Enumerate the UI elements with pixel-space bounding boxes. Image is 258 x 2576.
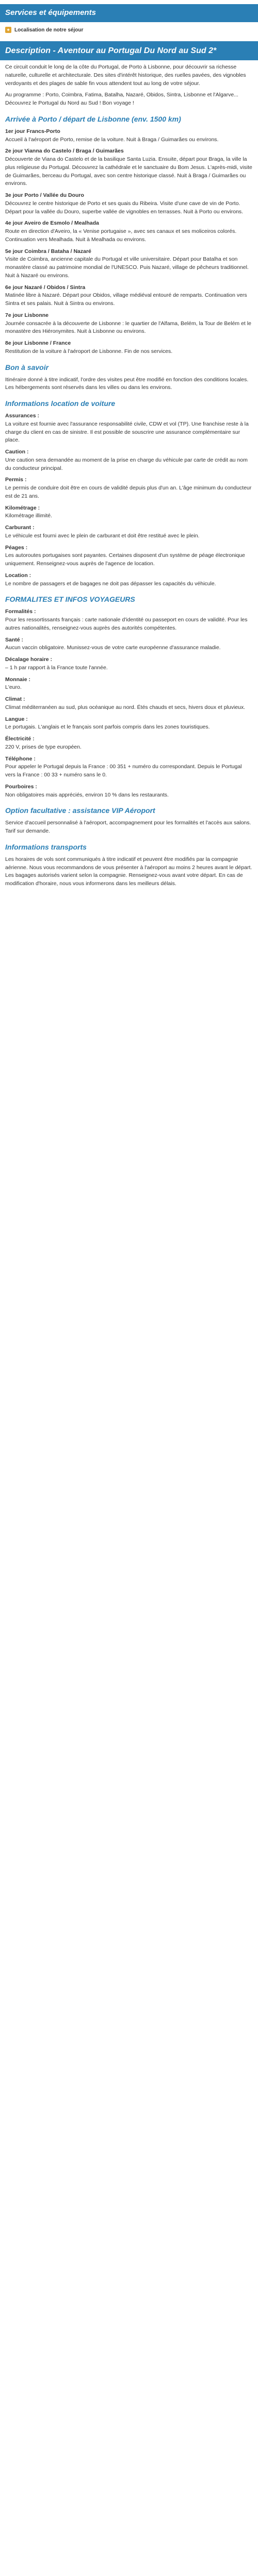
day-block-1 bbox=[5, 128, 253, 144]
location-row[interactable] bbox=[0, 25, 258, 37]
practical-subtitle: Assurances : bbox=[5, 413, 39, 419]
formality-subtitle: Climat : bbox=[5, 696, 25, 703]
practical-text: La voiture est fournie avec l'assurance responsabilité civile, CDW et vol (TP). Une franchise reste à la charge du client en cas de sinistre. Il est possible de souscrire une assurance complémentaire sur place. bbox=[5, 420, 249, 444]
formality-text: Climat méditerranéen au sud, plus océanique au nord. Étés chauds et secs, hivers doux et pluvieux. bbox=[5, 704, 246, 710]
day-block-5 bbox=[5, 248, 253, 280]
practical-text: Le véhicule est fourni avec le plein de carburant et doit être restitué avec le plein. bbox=[5, 532, 200, 539]
transport-title: Informations transports bbox=[5, 842, 87, 851]
formalities-title: FORMALITES ET INFOS VOYAGEURS bbox=[5, 595, 135, 604]
location-label[interactable]: Localisation de notre séjour bbox=[14, 27, 84, 33]
practical-text: Une caution sera demandée au moment de la prise en charge du véhicule par carte de crédit au nom du conducteur principal. bbox=[5, 456, 248, 471]
services-header: Services et équipements bbox=[0, 4, 258, 22]
bonus-title: Bon à savoir bbox=[5, 363, 49, 371]
optional-text: Service d'accueil personnalisé à l'aéroport, accompagnement pour les formalités et l'accès aux salons. Tarif sur demande. bbox=[5, 820, 251, 835]
formality-text: Non obligatoires mais appréciés, environ 10 % dans les restaurants. bbox=[5, 791, 169, 798]
practical-block-1 bbox=[5, 412, 253, 445]
practical-block-3 bbox=[5, 476, 253, 500]
practical-subtitle: Location : bbox=[5, 572, 31, 579]
day-title: 6e jour Nazaré / Obidos / Sintra bbox=[5, 284, 86, 291]
day-text: Restitution de la voiture à l'aéroport de Lisbonne. Fin de nos services. bbox=[5, 348, 173, 354]
map-pin-icon: ⌖ bbox=[5, 27, 11, 33]
main-content bbox=[0, 63, 258, 895]
formality-text: Pour appeler le Portugal depuis la France : 00 351 + numéro du correspondant. Depuis le Portugal vers la France : 00 33 + numéro sans le 0. bbox=[5, 764, 242, 778]
formality-block-1 bbox=[5, 608, 253, 632]
bonus-text: Itinéraire donné à titre indicatif, l'ordre des visites peut être modifié en fonction des conditions locales. Les hébergements sont réservés dans les villes ou dans les environs. bbox=[5, 376, 249, 391]
itinerary-title: Arrivée à Porto / départ de Lisbonne (env. 1500 km) bbox=[5, 114, 181, 123]
day-text: Route en direction d'Aveiro, la « Venise portugaise », avec ses canaux et ses moliceiros colorés. Continuation vers Mealhada. Nuit à Mealhada ou environs. bbox=[5, 228, 237, 243]
formality-text: Aucun vaccin obligatoire. Munissez-vous de votre carte européenne d'assurance maladie. bbox=[5, 645, 221, 651]
practical-subtitle: Caution : bbox=[5, 449, 29, 455]
formality-block-7 bbox=[5, 735, 253, 752]
formality-block-8 bbox=[5, 755, 253, 779]
formality-subtitle: Formalités : bbox=[5, 608, 36, 615]
practical-subtitle: Carburant : bbox=[5, 524, 35, 531]
formality-subtitle: Pourboires : bbox=[5, 783, 37, 790]
formality-block-5 bbox=[5, 696, 253, 712]
practical-block-2 bbox=[5, 448, 253, 472]
day-title: 3e jour Porto / Vallée du Douro bbox=[5, 192, 84, 199]
practical-block-6 bbox=[5, 544, 253, 568]
practical-subtitle: Kilométrage : bbox=[5, 504, 40, 511]
formality-subtitle: Monnaie : bbox=[5, 676, 30, 683]
day-block-3 bbox=[5, 192, 253, 216]
day-title: 7e jour Lisbonne bbox=[5, 312, 49, 318]
practical-title: Informations location de voiture bbox=[5, 399, 116, 408]
practical-subtitle: Péages : bbox=[5, 544, 28, 551]
day-block-6 bbox=[5, 284, 253, 308]
day-text: Accueil à l'aéroport de Porto, remise de la voiture. Nuit à Braga / Guimarães ou environs. bbox=[5, 136, 219, 143]
day-block-2 bbox=[5, 147, 253, 188]
day-text: Matinée libre à Nazaré. Départ pour Obidos, village médiéval entouré de remparts. Continuation vers Sintra et ses palais. Nuit à Sintra ou environs. bbox=[5, 292, 247, 307]
practical-text: Le permis de conduire doit être en cours de validité depuis plus d'un an. L'âge minimum du conducteur est de 21 ans. bbox=[5, 485, 252, 499]
optional-title: Option facultative : assistance VIP Aéroport bbox=[5, 806, 155, 815]
formality-subtitle: Téléphone : bbox=[5, 755, 36, 762]
practical-text: Kilométrage illimité. bbox=[5, 513, 53, 519]
day-block-4 bbox=[5, 219, 253, 244]
day-title: 8e jour Lisbonne / France bbox=[5, 340, 71, 347]
day-text: Visite de Coimbra, ancienne capitale du Portugal et ville universitaire. Départ pour Batalha et son monastère classé au patrimoine mondial de l'UNESCO. Puis Nazaré, village de pêcheurs traditionnel. Nuit à Nazaré ou environs. bbox=[5, 256, 249, 279]
practical-block-5 bbox=[5, 524, 253, 540]
day-text: Découverte de Viana do Castelo et de la basilique Santa Luzia. Ensuite, départ pour Braga, la ville la plus religieuse du Portugal. Découvrez la cathédrale et le sanctuaire du Bom Jesus. L'après-midi, visite de Guimarães, berceau du Portugal, avec son centre historique classé. Nuit à Braga / Guimarães ou environs. bbox=[5, 156, 252, 187]
formality-block-9 bbox=[5, 783, 253, 800]
day-block-8 bbox=[5, 340, 253, 356]
formality-text: Pour les ressortissants français : carte nationale d'identité ou passeport en cours de validité. Pour les autres nationalités, renseignez-vous auprès des autorités compétentes. bbox=[5, 617, 248, 631]
transport-text: Les horaires de vols sont communiqués à titre indicatif et peuvent être modifiés par la compagnie aérienne. Nous vous recommandons de vous présenter à l'aéroport au moins 2 heures avant le départ. Les bagages autorisés varient selon la compagnie. Renseignez-vous avant votre départ. En cas de modification d'horaire, nous vous informerons dans les meilleurs délais. bbox=[5, 856, 252, 887]
formality-subtitle: Santé : bbox=[5, 636, 24, 643]
day-title: 5e jour Coimbra / Bataha / Nazaré bbox=[5, 248, 91, 255]
practical-block-7 bbox=[5, 572, 253, 588]
description-header: Description - Aventour au Portugal Du Nord au Sud 2* bbox=[0, 41, 258, 61]
formality-block-2 bbox=[5, 636, 253, 653]
practical-block-4 bbox=[5, 504, 253, 521]
day-block-7 bbox=[5, 312, 253, 336]
day-title: 4e jour Aveiro de Esmolo / Mealhada bbox=[5, 220, 99, 227]
intro-paragraph-1: Ce circuit conduit le long de la côte du Portugal, de Porto à Lisbonne, pour découvrir sa richesse naturelle, culturelle et architecturale. Des sites d'intérêt historique, des ruelles pavées, des vignobles verdoyants et des plages de sable fin vous attendent tout au long de votre séjour. bbox=[5, 64, 246, 87]
intro-paragraph-2: Au programme : Porto, Coimbra, Fatima, Batalha, Nazaré, Obidos, Sintra, Lisbonne et l'Algarve... Découvrez le Portugal du Nord au Sud ! Bon voyage ! bbox=[5, 92, 238, 107]
formality-subtitle: Électricité : bbox=[5, 736, 35, 742]
formality-block-6 bbox=[5, 716, 253, 732]
practical-text: Le nombre de passagers et de bagages ne doit pas dépasser les capacités du véhicule. bbox=[5, 580, 216, 587]
formality-subtitle: Langue : bbox=[5, 716, 28, 722]
practical-text: Les autoroutes portugaises sont payantes. Certaines disposent d'un système de péage électronique uniquement. Renseignez-vous auprès de l'agence de location. bbox=[5, 552, 245, 567]
day-title: 2e jour Vianna do Castelo / Braga / Guimarães bbox=[5, 148, 124, 155]
practical-subtitle: Permis : bbox=[5, 477, 27, 483]
day-text: Journée consacrée à la découverte de Lisbonne : le quartier de l'Alfama, Belém, la Tour de Belém et le monastère des Hiéronymites. Nuit à Lisbonne ou environs. bbox=[5, 320, 251, 335]
formality-text: L'euro. bbox=[5, 684, 22, 691]
formality-text: Le portugais. L'anglais et le français sont parfois compris dans les zones touristiques. bbox=[5, 724, 210, 731]
formality-subtitle: Décalage horaire : bbox=[5, 656, 53, 663]
day-text: Découvrez le centre historique de Porto et ses quais du Ribeira. Visite d'une cave de vin de Porto. Départ pour la vallée du Douro, superbe vallée de vignobles en terrasses. Nuit à Porto ou environs. bbox=[5, 200, 244, 215]
formality-block-4 bbox=[5, 676, 253, 692]
footer-spacer bbox=[5, 892, 253, 895]
formality-text: – 1 h par rapport à la France toute l'année. bbox=[5, 664, 108, 671]
day-title: 1er jour Francs-Porto bbox=[5, 128, 60, 134]
formality-text: 220 V, prises de type européen. bbox=[5, 743, 82, 750]
formality-block-3 bbox=[5, 656, 253, 672]
